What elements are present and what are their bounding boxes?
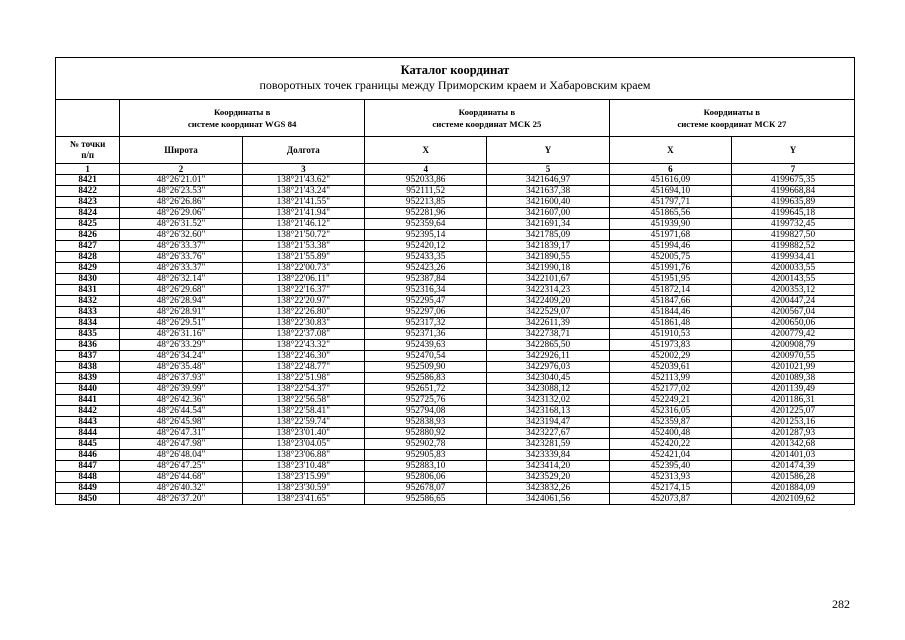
table-row <box>56 241 854 252</box>
cell-point-number: 8443 <box>56 417 120 428</box>
cell-x-msk25: 952439,63 <box>365 340 487 351</box>
cell-y-msk27: 4201139,49 <box>732 384 854 395</box>
cell-x-msk27: 451973,83 <box>609 340 731 351</box>
cell-x-msk27: 452002,29 <box>609 351 731 362</box>
cell-y-msk25: 3422101,67 <box>487 274 609 285</box>
table-row <box>56 208 854 219</box>
cell-x-msk27: 451910,53 <box>609 329 731 340</box>
cell-latitude: 48°26'39.99" <box>120 384 242 395</box>
table-row <box>56 285 854 296</box>
cell-longitude: 138°21'41.55" <box>242 197 364 208</box>
cell-y-msk25: 3422611,39 <box>487 318 609 329</box>
cell-point-number: 8424 <box>56 208 120 219</box>
cell-latitude: 48°26'29.51" <box>120 318 242 329</box>
cell-latitude: 48°26'26.86" <box>120 197 242 208</box>
cell-y-msk25: 3421990,18 <box>487 263 609 274</box>
group-header-msk27: Координаты в системе координат МСК 27 <box>609 100 854 137</box>
cell-latitude: 48°26'37.93" <box>120 373 242 384</box>
cell-longitude: 138°23'41.65" <box>242 494 364 505</box>
cell-x-msk25: 952586,65 <box>365 494 487 505</box>
cell-y-msk25: 3423168,13 <box>487 406 609 417</box>
cell-longitude: 138°22'06.11" <box>242 274 364 285</box>
cell-y-msk25: 3423339,84 <box>487 450 609 461</box>
cell-latitude: 48°26'21.01" <box>120 175 242 186</box>
cell-y-msk25: 3421646,97 <box>487 175 609 186</box>
cell-longitude: 138°22'30.83" <box>242 318 364 329</box>
cell-longitude: 138°21'41.94" <box>242 208 364 219</box>
cell-longitude: 138°23'10.48" <box>242 461 364 472</box>
cell-x-msk27: 451694,10 <box>609 186 731 197</box>
table-row <box>56 175 854 186</box>
cell-y-msk27: 4199882,52 <box>732 241 854 252</box>
table-row <box>56 373 854 384</box>
cell-latitude: 48°26'47.25" <box>120 461 242 472</box>
cell-x-msk25: 952586,83 <box>365 373 487 384</box>
cell-point-number: 8439 <box>56 373 120 384</box>
table-row <box>56 340 854 351</box>
cell-y-msk27: 4199934,41 <box>732 252 854 263</box>
cell-y-msk25: 3423194,47 <box>487 417 609 428</box>
cell-y-msk27: 4200650,06 <box>732 318 854 329</box>
cell-y-msk25: 3424061,56 <box>487 494 609 505</box>
cell-x-msk27: 452395,40 <box>609 461 731 472</box>
cell-point-number: 8442 <box>56 406 120 417</box>
cell-y-msk25: 3421600,40 <box>487 197 609 208</box>
cell-latitude: 48°26'29.68" <box>120 285 242 296</box>
cell-latitude: 48°26'31.52" <box>120 219 242 230</box>
table-row <box>56 362 854 373</box>
table-row <box>56 406 854 417</box>
table-row <box>56 329 854 340</box>
table-row <box>56 483 854 494</box>
cell-y-msk27: 4200779,42 <box>732 329 854 340</box>
cell-latitude: 48°26'35.48" <box>120 362 242 373</box>
cell-point-number: 8433 <box>56 307 120 318</box>
cell-y-msk25: 3423832,26 <box>487 483 609 494</box>
cell-y-msk27: 4200033,55 <box>732 263 854 274</box>
cell-latitude: 48°26'45.98" <box>120 417 242 428</box>
cell-x-msk25: 952470,54 <box>365 351 487 362</box>
cell-point-number: 8425 <box>56 219 120 230</box>
table-row <box>56 439 854 450</box>
cell-y-msk27: 4199645,18 <box>732 208 854 219</box>
cell-point-number: 8446 <box>56 450 120 461</box>
table-row <box>56 450 854 461</box>
cell-latitude: 48°26'32.60" <box>120 230 242 241</box>
cell-y-msk25: 3422409,20 <box>487 296 609 307</box>
cell-latitude: 48°26'44.54" <box>120 406 242 417</box>
table-row <box>56 472 854 483</box>
cell-point-number: 8431 <box>56 285 120 296</box>
cell-point-number: 8430 <box>56 274 120 285</box>
cell-y-msk27: 4200447,24 <box>732 296 854 307</box>
column-number: 4 <box>365 164 487 175</box>
cell-y-msk25: 3422738,71 <box>487 329 609 340</box>
cell-y-msk25: 3423132,02 <box>487 395 609 406</box>
cell-point-number: 8434 <box>56 318 120 329</box>
cell-x-msk27: 451847,66 <box>609 296 731 307</box>
cell-x-msk27: 451951,95 <box>609 274 731 285</box>
cell-longitude: 138°22'51.98" <box>242 373 364 384</box>
cell-latitude: 48°26'48.04" <box>120 450 242 461</box>
table-row <box>56 197 854 208</box>
cell-x-msk25: 952423,26 <box>365 263 487 274</box>
cell-x-msk27: 452073,87 <box>609 494 731 505</box>
cell-x-msk25: 952838,93 <box>365 417 487 428</box>
cell-y-msk27: 4199827,50 <box>732 230 854 241</box>
cell-longitude: 138°23'01.40" <box>242 428 364 439</box>
cell-x-msk25: 952371,36 <box>365 329 487 340</box>
cell-y-msk25: 3421691,34 <box>487 219 609 230</box>
cell-latitude: 48°26'29.06" <box>120 208 242 219</box>
cell-x-msk27: 451994,46 <box>609 241 731 252</box>
cell-x-msk25: 952316,34 <box>365 285 487 296</box>
cell-point-number: 8447 <box>56 461 120 472</box>
cell-y-msk25: 3421785,09 <box>487 230 609 241</box>
table-row <box>56 274 854 285</box>
cell-latitude: 48°26'42.36" <box>120 395 242 406</box>
cell-point-number: 8448 <box>56 472 120 483</box>
cell-x-msk27: 451971,68 <box>609 230 731 241</box>
column-header-lat: Широта <box>120 137 242 164</box>
cell-x-msk25: 952433,35 <box>365 252 487 263</box>
cell-y-msk27: 4200143,55 <box>732 274 854 285</box>
table-row <box>56 428 854 439</box>
cell-latitude: 48°26'33.37" <box>120 241 242 252</box>
cell-x-msk27: 451865,56 <box>609 208 731 219</box>
cell-x-msk25: 952725,76 <box>365 395 487 406</box>
cell-x-msk25: 952794,08 <box>365 406 487 417</box>
cell-y-msk27: 4200567,04 <box>732 307 854 318</box>
cell-point-number: 8436 <box>56 340 120 351</box>
cell-y-msk27: 4201253,16 <box>732 417 854 428</box>
cell-x-msk25: 952281,96 <box>365 208 487 219</box>
cell-point-number: 8437 <box>56 351 120 362</box>
cell-y-msk27: 4202109,62 <box>732 494 854 505</box>
cell-longitude: 138°22'00.73" <box>242 263 364 274</box>
cell-y-msk27: 4201401,03 <box>732 450 854 461</box>
cell-x-msk25: 952902,78 <box>365 439 487 450</box>
table-row <box>56 219 854 230</box>
cell-x-msk27: 452359,87 <box>609 417 731 428</box>
cell-x-msk27: 452005,75 <box>609 252 731 263</box>
cell-x-msk27: 452421,04 <box>609 450 731 461</box>
cell-x-msk25: 952420,12 <box>365 241 487 252</box>
table-row <box>56 252 854 263</box>
cell-y-msk27: 4201474,39 <box>732 461 854 472</box>
group-header-msk25: Координаты в системе координат МСК 25 <box>365 100 610 137</box>
cell-longitude: 138°22'54.37" <box>242 384 364 395</box>
table-row <box>56 230 854 241</box>
cell-x-msk27: 452177,02 <box>609 384 731 395</box>
cell-x-msk25: 952678,07 <box>365 483 487 494</box>
cell-x-msk27: 451861,48 <box>609 318 731 329</box>
column-number: 5 <box>487 164 609 175</box>
cell-latitude: 48°26'28.91" <box>120 307 242 318</box>
cell-y-msk25: 3423040,45 <box>487 373 609 384</box>
cell-longitude: 138°22'20.97" <box>242 296 364 307</box>
cell-y-msk25: 3421890,55 <box>487 252 609 263</box>
column-number: 6 <box>609 164 731 175</box>
column-header-x27: X <box>609 137 731 164</box>
cell-point-number: 8441 <box>56 395 120 406</box>
cell-y-msk27: 4201342,68 <box>732 439 854 450</box>
cell-y-msk25: 3421607,00 <box>487 208 609 219</box>
cell-longitude: 138°23'15.99" <box>242 472 364 483</box>
cell-y-msk27: 4201186,31 <box>732 395 854 406</box>
cell-longitude: 138°22'59.74" <box>242 417 364 428</box>
cell-longitude: 138°22'48.77" <box>242 362 364 373</box>
cell-latitude: 48°26'47.31" <box>120 428 242 439</box>
cell-x-msk27: 452313,93 <box>609 472 731 483</box>
cell-point-number: 8421 <box>56 175 120 186</box>
cell-y-msk25: 3422926,11 <box>487 351 609 362</box>
cell-point-number: 8427 <box>56 241 120 252</box>
cell-y-msk27: 4201287,93 <box>732 428 854 439</box>
cell-y-msk27: 4200908,79 <box>732 340 854 351</box>
cell-latitude: 48°26'34.24" <box>120 351 242 362</box>
cell-point-number: 8445 <box>56 439 120 450</box>
cell-x-msk27: 451844,46 <box>609 307 731 318</box>
cell-latitude: 48°26'37.20" <box>120 494 242 505</box>
catalog-title-box <box>56 58 854 100</box>
table-row <box>56 307 854 318</box>
cell-x-msk25: 952509,90 <box>365 362 487 373</box>
cell-x-msk27: 451872,14 <box>609 285 731 296</box>
cell-latitude: 48°26'32.14" <box>120 274 242 285</box>
table-row <box>56 395 854 406</box>
cell-y-msk27: 4201225,07 <box>732 406 854 417</box>
header-blank <box>56 100 120 137</box>
coordinate-catalog <box>55 57 855 505</box>
cell-x-msk25: 952111,52 <box>365 186 487 197</box>
cell-y-msk25: 3421637,38 <box>487 186 609 197</box>
cell-x-msk25: 952359,64 <box>365 219 487 230</box>
cell-y-msk25: 3423414,20 <box>487 461 609 472</box>
cell-longitude: 138°22'46.30" <box>242 351 364 362</box>
cell-y-msk27: 4201884,09 <box>732 483 854 494</box>
cell-latitude: 48°26'33.37" <box>120 263 242 274</box>
cell-x-msk25: 952213,85 <box>365 197 487 208</box>
cell-x-msk27: 451939,90 <box>609 219 731 230</box>
cell-latitude: 48°26'28.94" <box>120 296 242 307</box>
cell-y-msk25: 3422976,03 <box>487 362 609 373</box>
cell-y-msk25: 3422529,07 <box>487 307 609 318</box>
group-header-wgs84: Координаты в системе координат WGS 84 <box>120 100 365 137</box>
cell-point-number: 8444 <box>56 428 120 439</box>
group-header-row <box>56 100 854 137</box>
column-number: 3 <box>242 164 364 175</box>
cell-x-msk27: 451797,71 <box>609 197 731 208</box>
cell-x-msk27: 452316,05 <box>609 406 731 417</box>
cell-x-msk25: 952905,83 <box>365 450 487 461</box>
cell-longitude: 138°22'43.32" <box>242 340 364 351</box>
cell-x-msk27: 452174,15 <box>609 483 731 494</box>
cell-x-msk25: 952880,92 <box>365 428 487 439</box>
cell-x-msk25: 952806,06 <box>365 472 487 483</box>
cell-point-number: 8426 <box>56 230 120 241</box>
cell-longitude: 138°22'16.37" <box>242 285 364 296</box>
cell-x-msk25: 952395,14 <box>365 230 487 241</box>
cell-longitude: 138°22'37.08" <box>242 329 364 340</box>
column-header-point: № точки п/п <box>56 137 120 164</box>
table-row <box>56 263 854 274</box>
column-header-row <box>56 137 854 164</box>
cell-y-msk27: 4199675,35 <box>732 175 854 186</box>
cell-latitude: 48°26'44.68" <box>120 472 242 483</box>
cell-y-msk27: 4201089,38 <box>732 373 854 384</box>
column-number: 7 <box>732 164 854 175</box>
cell-y-msk25: 3423529,20 <box>487 472 609 483</box>
cell-longitude: 138°23'04.05" <box>242 439 364 450</box>
cell-x-msk27: 451616,09 <box>609 175 731 186</box>
cell-point-number: 8423 <box>56 197 120 208</box>
cell-longitude: 138°22'56.58" <box>242 395 364 406</box>
table-body <box>56 175 854 505</box>
column-header-y25: Y <box>487 137 609 164</box>
column-number-row <box>56 164 854 175</box>
cell-longitude: 138°23'06.88" <box>242 450 364 461</box>
cell-x-msk27: 451991,76 <box>609 263 731 274</box>
cell-longitude: 138°22'26.80" <box>242 307 364 318</box>
cell-x-msk27: 452249,21 <box>609 395 731 406</box>
cell-y-msk27: 4200970,55 <box>732 351 854 362</box>
cell-longitude: 138°21'43.24" <box>242 186 364 197</box>
cell-longitude: 138°21'50.72" <box>242 230 364 241</box>
cell-point-number: 8435 <box>56 329 120 340</box>
cell-latitude: 48°26'31.16" <box>120 329 242 340</box>
cell-point-number: 8429 <box>56 263 120 274</box>
cell-x-msk27: 452400,48 <box>609 428 731 439</box>
cell-x-msk27: 452039,61 <box>609 362 731 373</box>
cell-point-number: 8438 <box>56 362 120 373</box>
cell-y-msk27: 4200353,12 <box>732 285 854 296</box>
cell-y-msk25: 3423227,67 <box>487 428 609 439</box>
cell-longitude: 138°21'55.89" <box>242 252 364 263</box>
catalog-subtitle: поворотных точек границы между Приморским краем и Хабаровским краем <box>259 78 651 92</box>
cell-point-number: 8449 <box>56 483 120 494</box>
cell-y-msk27: 4199732,45 <box>732 219 854 230</box>
cell-y-msk27: 4201021,99 <box>732 362 854 373</box>
table-row <box>56 494 854 505</box>
table-row <box>56 318 854 329</box>
cell-point-number: 8422 <box>56 186 120 197</box>
cell-x-msk27: 452113,99 <box>609 373 731 384</box>
cell-x-msk25: 952387,84 <box>365 274 487 285</box>
cell-latitude: 48°26'23.53" <box>120 186 242 197</box>
column-number: 2 <box>120 164 242 175</box>
page-number: 282 <box>832 597 850 611</box>
cell-longitude: 138°22'58.41" <box>242 406 364 417</box>
cell-y-msk25: 3422865,50 <box>487 340 609 351</box>
cell-longitude: 138°23'30.59" <box>242 483 364 494</box>
table-row <box>56 186 854 197</box>
cell-y-msk27: 4199668,84 <box>732 186 854 197</box>
cell-longitude: 138°21'46.12" <box>242 219 364 230</box>
column-header-lon: Долгота <box>242 137 364 164</box>
column-header-y27: Y <box>732 137 854 164</box>
cell-latitude: 48°26'33.76" <box>120 252 242 263</box>
cell-point-number: 8432 <box>56 296 120 307</box>
catalog-title: Каталог координат <box>400 63 510 77</box>
cell-latitude: 48°26'40.32" <box>120 483 242 494</box>
cell-y-msk27: 4201586,28 <box>732 472 854 483</box>
cell-y-msk25: 3423281,59 <box>487 439 609 450</box>
table-row <box>56 351 854 362</box>
cell-x-msk27: 452420,22 <box>609 439 731 450</box>
table-row <box>56 461 854 472</box>
cell-x-msk25: 952883,10 <box>365 461 487 472</box>
cell-y-msk25: 3423088,12 <box>487 384 609 395</box>
cell-y-msk27: 4199635,89 <box>732 197 854 208</box>
table-row <box>56 296 854 307</box>
cell-y-msk25: 3422314,23 <box>487 285 609 296</box>
cell-latitude: 48°26'47.98" <box>120 439 242 450</box>
cell-x-msk25: 952297,06 <box>365 307 487 318</box>
cell-x-msk25: 952651,72 <box>365 384 487 395</box>
table-row <box>56 417 854 428</box>
cell-x-msk25: 952033,86 <box>365 175 487 186</box>
cell-point-number: 8450 <box>56 494 120 505</box>
cell-point-number: 8428 <box>56 252 120 263</box>
coordinate-table <box>56 100 854 504</box>
cell-x-msk25: 952317,32 <box>365 318 487 329</box>
cell-x-msk25: 952295,47 <box>365 296 487 307</box>
column-number: 1 <box>56 164 120 175</box>
cell-longitude: 138°21'43.62" <box>242 175 364 186</box>
column-header-x25: X <box>365 137 487 164</box>
cell-longitude: 138°21'53.38" <box>242 241 364 252</box>
table-row <box>56 384 854 395</box>
cell-latitude: 48°26'33.29" <box>120 340 242 351</box>
cell-point-number: 8440 <box>56 384 120 395</box>
cell-y-msk25: 3421839,17 <box>487 241 609 252</box>
